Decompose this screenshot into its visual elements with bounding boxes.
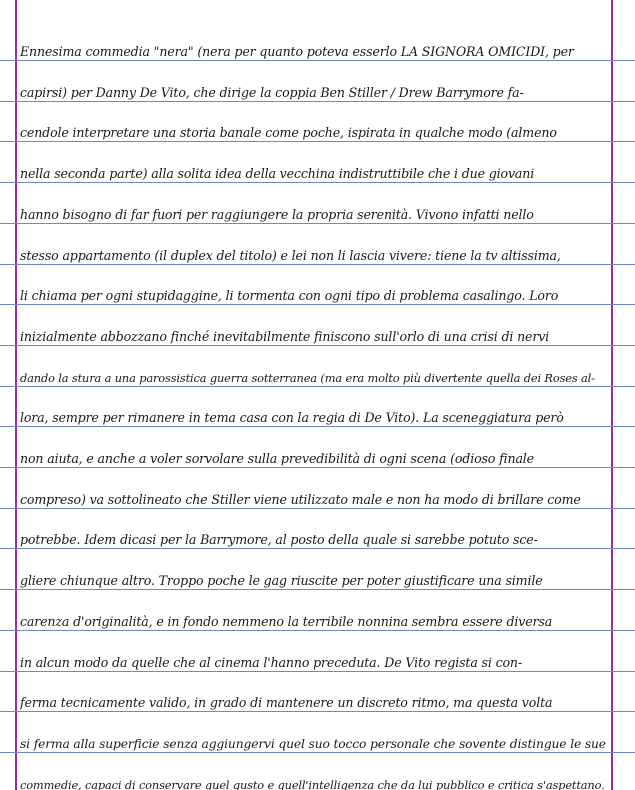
text-line: commedie, capaci di conservare quel gusto e quell'intelligenza che da lui pubblico e critica s'aspettano. [20, 778, 605, 790]
text-line: hanno bisogno di far fuori per raggiungere la propria serenità. Vivono infatti nello [20, 207, 534, 222]
text-line: lora, sempre per rimanere in tema casa con la regia di De Vito). La sceneggiatura però [20, 410, 564, 425]
text-line: non aiuta, e anche a voler sorvolare sulla prevedibilità di ogni scena (odioso finale [20, 451, 534, 466]
text-line: cendole interpretare una storia banale come poche, ispirata in qualche modo (almeno [20, 125, 557, 140]
text-line: in alcun modo da quelle che al cinema l'hanno preceduta. De Vito regista si con- [20, 655, 522, 670]
text-line: nella seconda parte) alla solita idea della vecchina indistruttibile che i due giovani [20, 166, 535, 181]
text-line: gliere chiunque altro. Troppo poche le gag riuscite per poter giustificare una simile [20, 573, 543, 588]
text-line: compreso) va sottolineato che Stiller viene utilizzato male e non ha modo di brillare come [20, 492, 581, 507]
text-line: ferma tecnicamente valido, in grado di mantenere un discreto ritmo, ma questa volta [20, 695, 553, 710]
text-line: inizialmente abbozzano finché inevitabilmente finiscono sull'orlo di una crisi di nervi [20, 329, 550, 344]
text-line: si ferma alla superficie senza aggiungervi quel suo tocco personale che sovente distingue le sue [20, 737, 606, 751]
text-line: stesso appartamento (il duplex del titolo) e lei non li lascia vivere: tiene la tv altissima, [20, 248, 561, 263]
text-line: dando la stura a una parossistica guerra sotterranea (ma era molto più divertente quella dei Roses al- [20, 371, 595, 385]
text-line: Ennesima commedia "nera" (nera per quanto poteva esserlo LA SIGNORA OMICIDI, per [20, 44, 574, 59]
text-line: li chiama per ogni stupidaggine, li tormenta con ogni tipo di problema casalingo. Loro [20, 288, 559, 303]
text-line: carenza d'originalità, e in fondo nemmeno la terribile nonnina sembra essere diversa [20, 614, 553, 629]
text-line: potrebbe. Idem dicasi per la Barrymore, al posto della quale si sarebbe potuto sce- [20, 532, 538, 547]
text-line: capirsi) per Danny De Vito, che dirige la coppia Ben Stiller / Drew Barrymore fa- [20, 85, 524, 100]
